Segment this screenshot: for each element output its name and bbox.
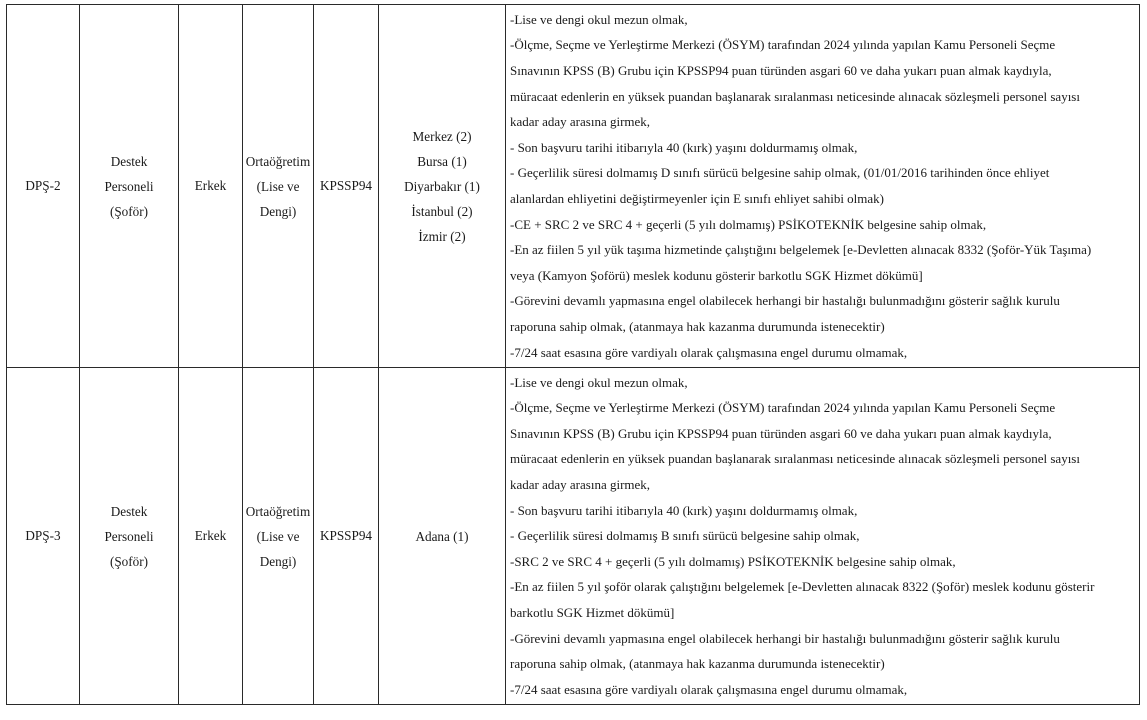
requirement-line: - Son başvuru tarihi itibarıyla 40 (kırk) yaşını doldurmamış olmak,: [510, 139, 858, 155]
education-cell: [243, 368, 314, 705]
position-title-line: (Şoför): [109, 203, 149, 219]
requirement-line: - Son başvuru tarihi itibarıyla 40 (kırk) yaşını doldurmamış olmak,: [510, 502, 858, 518]
education-line: Ortaöğretim: [245, 153, 311, 169]
requirement-line: -7/24 saat esasına göre vardiyalı olarak çalışmasına engel durumu olmamak,: [510, 344, 908, 360]
requirement-line: -SRC 2 ve SRC 4 + geçerli (5 yılı dolmamış) PSİKOTEKNİK belgesine sahip olmak,: [510, 553, 956, 569]
requirement-line: veya (Kamyon Şoförü) meslek kodunu gösterir barkotlu SGK Hizmet dökümü]: [510, 267, 923, 283]
education-cell: [243, 5, 314, 368]
requirement-line: müracaat edenlerin en yüksek puandan başlanarak sıralanması neticesinde alınacak sözleşmeli personel sayısı: [510, 451, 1080, 467]
position-title-cell: [80, 368, 179, 705]
requirement-line: Sınavının KPSS (B) Grubu için KPSSP94 puan türünden asgari 60 ve daha yukarı puan almak kaydıyla,: [510, 425, 1052, 441]
requirement-line: - Geçerlilik süresi dolmamış D sınıfı sürücü belgesine sahip olmak, (01/01/2016 tarihinden önce ehliyet: [510, 165, 1050, 181]
location-item: Diyarbakır (1): [404, 178, 480, 194]
requirement-line: kadar aday arasına girmek,: [510, 477, 651, 493]
requirement-line: -Ölçme, Seçme ve Yerleştirme Merkezi (ÖSYM) tarafından 2024 yılında yapılan Kamu Personeli Seçme: [510, 37, 1056, 53]
requirement-line: -Ölçme, Seçme ve Yerleştirme Merkezi (ÖSYM) tarafından 2024 yılında yapılan Kamu Personeli Seçme: [510, 400, 1056, 416]
locations-cell: [379, 5, 506, 368]
gender-cell: [179, 5, 243, 368]
education-line: (Lise ve: [256, 178, 300, 194]
requirement-line: -7/24 saat esasına göre vardiyalı olarak çalışmasına engel durumu olmamak,: [510, 681, 908, 697]
score-type-value: KPSSP94: [319, 528, 373, 543]
requirement-line: -Görevini devamlı yapmasına engel olabilecek herhangi bir hastalığı bulunmadığını gösterir sağlık kurulu: [510, 630, 1060, 646]
position-code-cell: [7, 5, 80, 368]
requirement-line: alanlardan ehliyetini değiştirmeyenler için E sınıfı ehliyet sahibi olmak): [510, 191, 884, 206]
education-line: Dengi): [259, 203, 297, 219]
requirements-cell: [506, 5, 1140, 368]
score-type-value: KPSSP94: [319, 178, 373, 193]
location-item: Adana (1): [415, 528, 469, 544]
location-item: Merkez (2): [412, 128, 472, 144]
table-row: [7, 368, 1140, 705]
position-code-cell: [7, 368, 80, 705]
position-title-line: Destek: [110, 503, 148, 519]
requirement-line: -CE + SRC 2 ve SRC 4 + geçerli (5 yılı dolmamış) PSİKOTEKNİK belgesine sahip olmak,: [510, 216, 987, 232]
education-line: Ortaöğretim: [245, 503, 311, 519]
score-type-cell: [314, 5, 379, 368]
requirements-list: [506, 370, 1139, 703]
education-line: Dengi): [259, 553, 297, 569]
position-title-line: Personeli: [104, 528, 154, 544]
score-type-cell: [314, 368, 379, 705]
position-code: DPŞ-2: [25, 178, 61, 193]
gender-cell: [179, 368, 243, 705]
requirement-line: - Geçerlilik süresi dolmamış B sınıfı sürücü belgesine sahip olmak,: [510, 528, 860, 544]
position-title-line: (Şoför): [109, 553, 149, 569]
requirement-line: barkotlu SGK Hizmet dökümü]: [510, 604, 675, 620]
requirement-line: kadar aday arasına girmek,: [510, 114, 651, 130]
requirement-line: -Görevini devamlı yapmasına engel olabilecek herhangi bir hastalığı bulunmadığını gösterir sağlık kurulu: [510, 293, 1060, 309]
table-row: [7, 5, 1140, 368]
location-item: İstanbul (2): [411, 203, 473, 219]
locations-cell: [379, 368, 506, 705]
requirement-line: -En az fiilen 5 yıl yük taşıma hizmetinde çalıştığını belgelemek [e-Devletten alınacak 8332 (Şoför-Yük Taşıma): [510, 242, 1092, 258]
position-requirements-table: [6, 4, 1140, 705]
requirements-cell: [506, 368, 1140, 705]
gender-value: Erkek: [194, 528, 227, 543]
location-item: İzmir (2): [418, 228, 466, 244]
requirement-line: Sınavının KPSS (B) Grubu için KPSSP94 puan türünden asgari 60 ve daha yukarı puan almak kaydıyla,: [510, 63, 1052, 79]
location-item: Bursa (1): [417, 153, 467, 169]
position-title-cell: [80, 5, 179, 368]
requirement-line: raporuna sahip olmak, (atanmaya hak kazanma durumunda istenecektir): [510, 656, 885, 672]
requirement-line: -En az fiilen 5 yıl şoför olarak çalıştığını belgelemek [e-Devletten alınacak 8322 (Şoför) meslek kodunu gösterir: [510, 579, 1095, 595]
requirement-line: -Lise ve dengi okul mezun olmak,: [510, 374, 688, 390]
requirements-list: [506, 7, 1139, 365]
position-title-line: Personeli: [104, 178, 154, 194]
gender-value: Erkek: [194, 178, 227, 193]
position-title-line: Destek: [110, 153, 148, 169]
requirement-line: -Lise ve dengi okul mezun olmak,: [510, 11, 688, 27]
position-code: DPŞ-3: [25, 528, 61, 543]
education-line: (Lise ve: [256, 528, 300, 544]
requirement-line: raporuna sahip olmak, (atanmaya hak kazanma durumunda istenecektir): [510, 318, 885, 334]
requirement-line: müracaat edenlerin en yüksek puandan başlanarak sıralanması neticesinde alınacak sözleşmeli personel sayısı: [510, 88, 1080, 104]
